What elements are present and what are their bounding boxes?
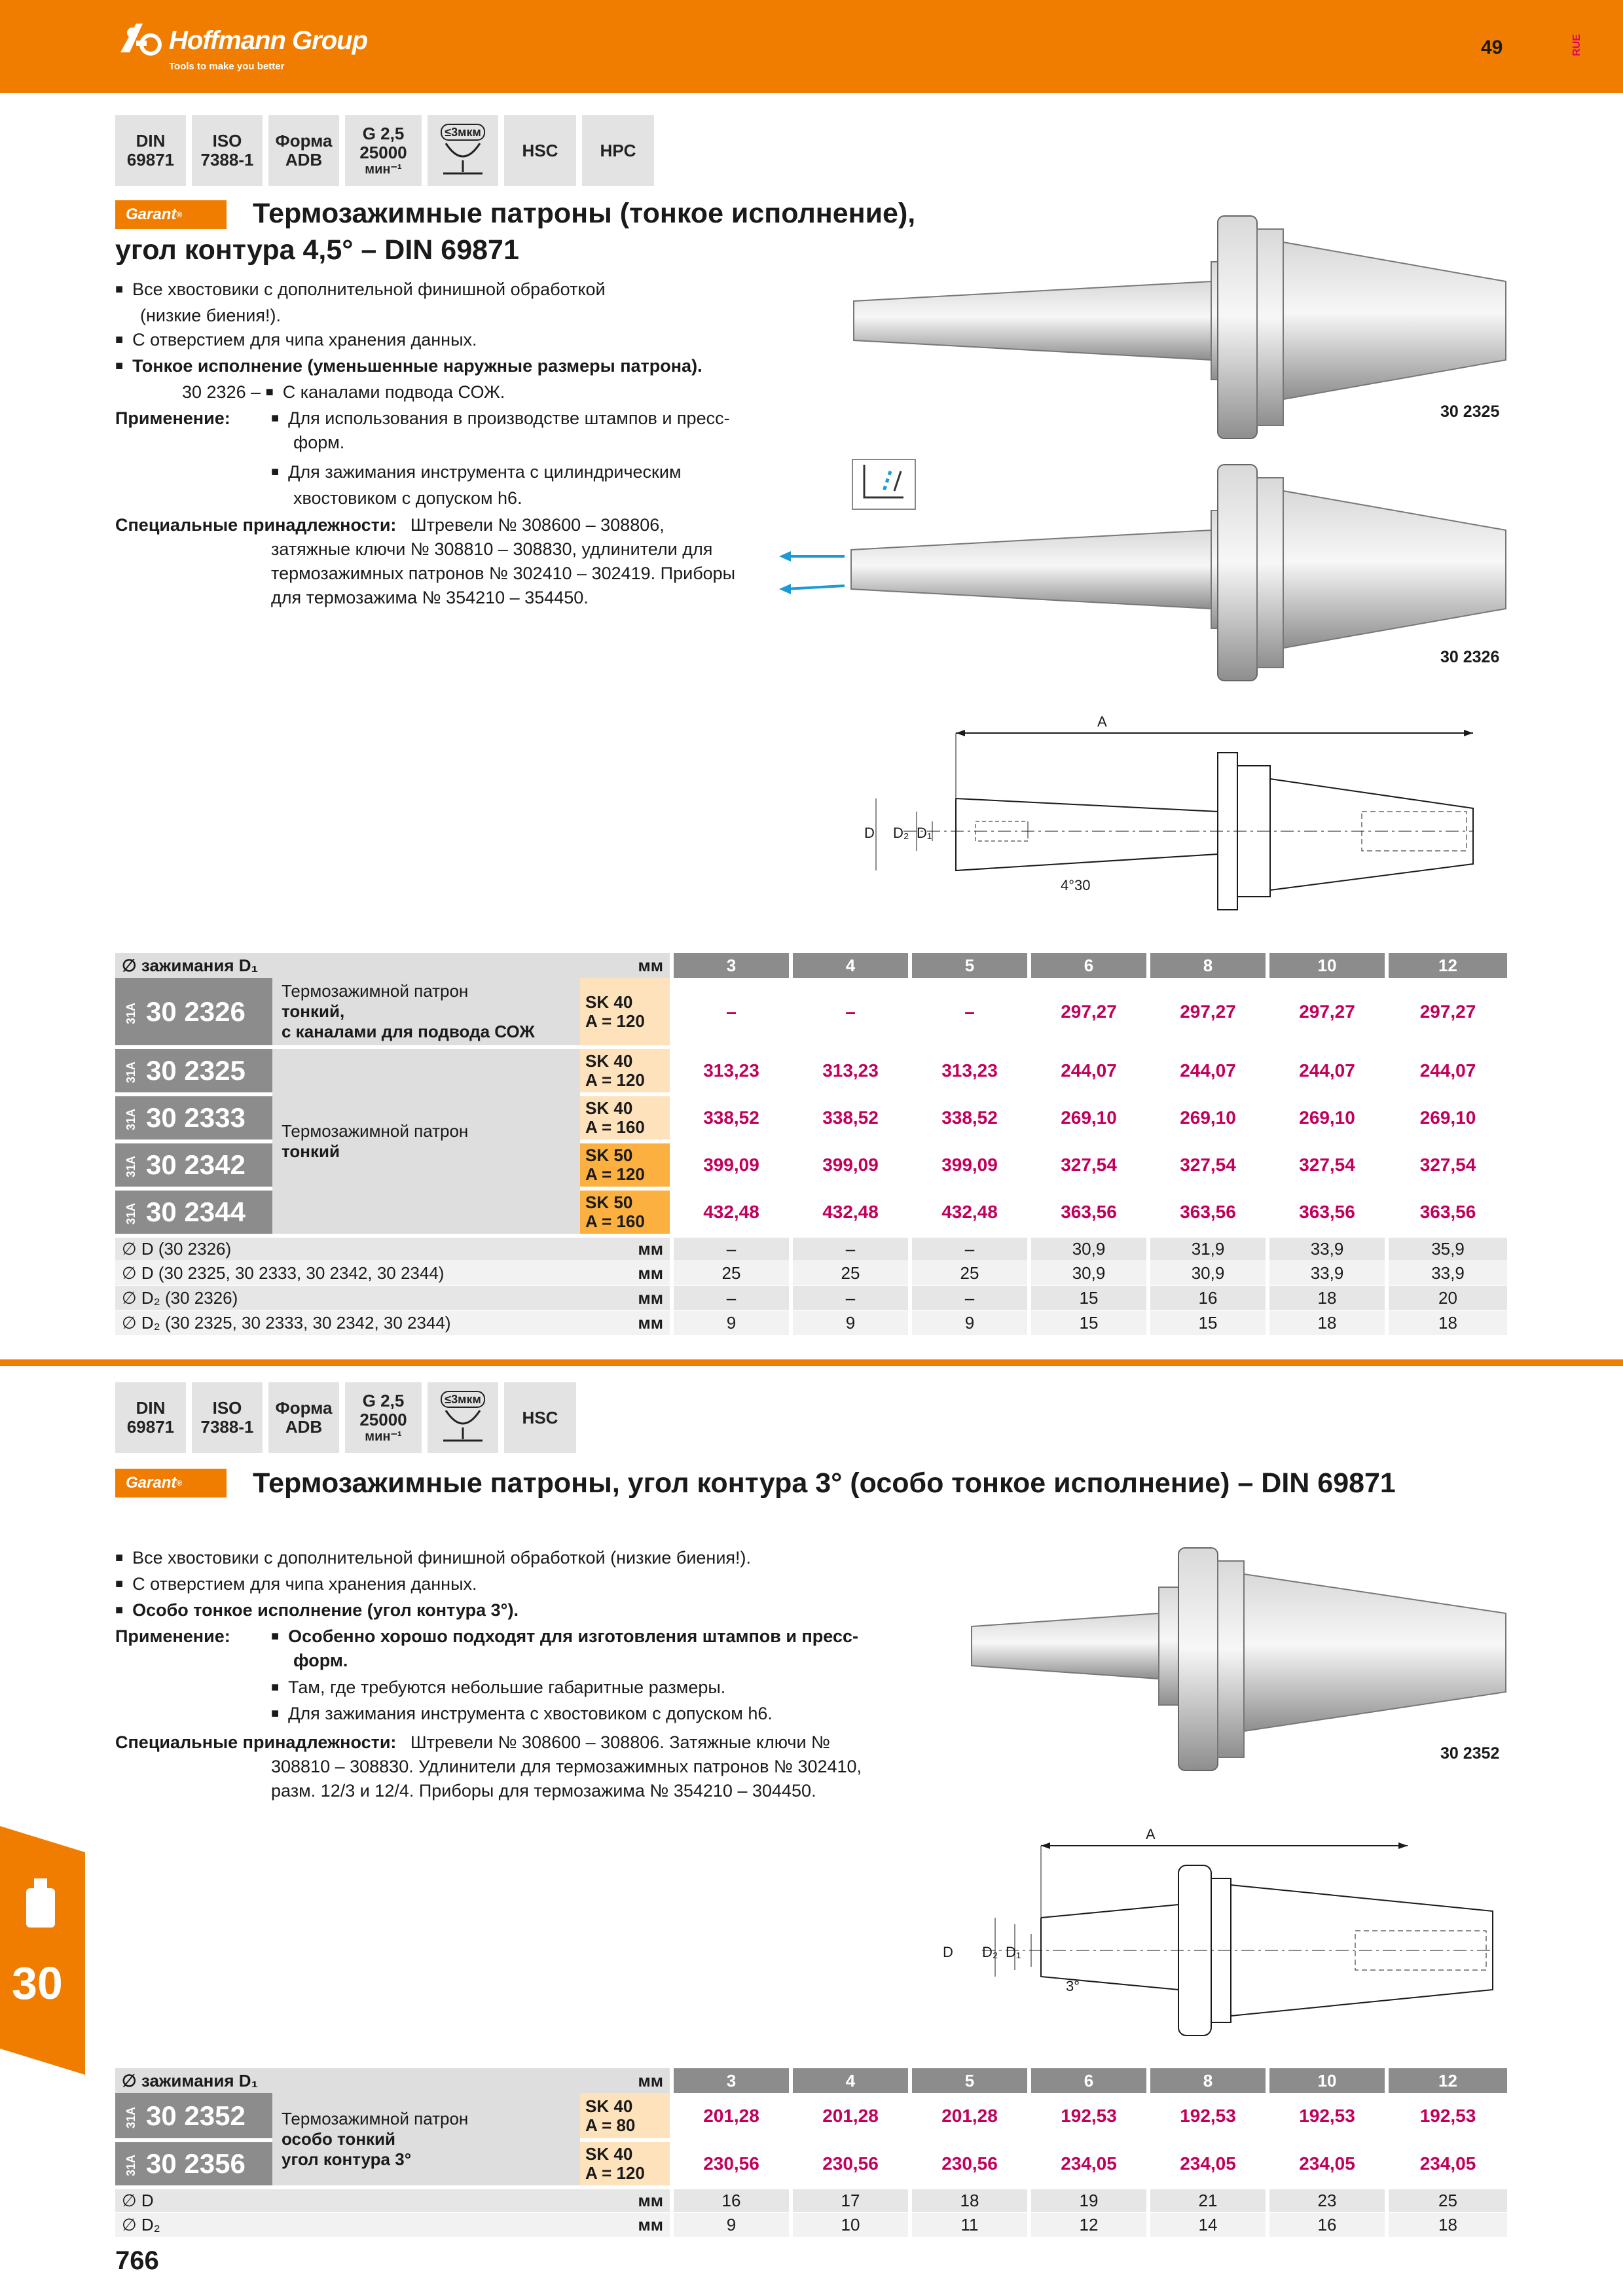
price-cell: 363,56 (1029, 1189, 1148, 1236)
accessories-text: затяжные ключи № 308810 – 308830, удлинители для (271, 539, 713, 559)
hsc-badge: HSC (504, 1382, 576, 1453)
feature-bullet-cont: (низкие биения!). (140, 306, 281, 325)
price-cell: 201,28 (910, 2093, 1029, 2140)
price-cell: 230,56 (910, 2140, 1029, 2187)
runout-badge: ≤3мкм (428, 115, 498, 186)
dimension-value: 16 (672, 2187, 791, 2212)
unit-label: мм (580, 1310, 672, 1335)
price-cell: 234,05 (1267, 2140, 1387, 2187)
dim-angle-label: 3° (1066, 1978, 1080, 1994)
dimension-value: 9 (910, 1310, 1029, 1335)
din-badge: DIN 69871 (115, 115, 186, 186)
col-header: 3 (672, 953, 791, 978)
unit-label: мм (580, 2068, 672, 2093)
price-cell: 327,54 (1029, 1141, 1148, 1189)
clamp-diameter-label: ∅ зажимания D₁ (115, 953, 580, 978)
price-cell: 201,28 (672, 2093, 791, 2140)
dimension-value: 18 (1267, 1310, 1387, 1335)
accessories-text: Штревели № 308600 – 308806. Затяжные ключи № (410, 1732, 831, 1752)
product-description: Термозажимной патрон особо тонкий угол контура 3° (272, 2093, 580, 2187)
taper-size: SK 40 A = 120 (580, 1047, 672, 1094)
price-cell: 244,07 (1029, 1047, 1148, 1094)
application-label: Применение: (115, 408, 230, 428)
dimension-row (115, 1236, 1507, 1261)
dimension-value: 15 (1148, 1310, 1267, 1335)
dimension-value: – (791, 1236, 910, 1261)
dim-angle-label: 4°30 (1061, 877, 1091, 893)
price-cell: 432,48 (791, 1189, 910, 1236)
table-row[interactable] (115, 2093, 1507, 2140)
feature-bullet: ■ Все хвостовики с дополнительной финишной обработкой (низкие биения!). (115, 1546, 927, 1572)
note-text: ■ С каналами подвода СОЖ. (266, 382, 505, 402)
price-cell: 192,53 (1148, 2093, 1267, 2140)
dimension-value: 33,9 (1267, 1236, 1387, 1261)
price-cell: 363,56 (1387, 1189, 1507, 1236)
col-header: 4 (791, 2068, 910, 2093)
taper-size: SK 40 A = 80 (580, 2093, 672, 2140)
din-badge: DIN 69871 (115, 1382, 186, 1453)
unit-label: мм (580, 1236, 672, 1261)
dimension-row (115, 1285, 1507, 1310)
table-row[interactable] (115, 978, 1507, 1047)
runout-icon (437, 141, 489, 177)
unit-label: мм (580, 2187, 672, 2212)
article-number[interactable]: 31A 30 2326 (115, 978, 272, 1047)
table-row[interactable] (115, 1047, 1507, 1094)
col-header: 6 (1029, 2068, 1148, 2093)
price-cell: 399,09 (672, 1141, 791, 1189)
feature-bullet: ■ С отверстием для чипа хранения данных. (115, 328, 809, 354)
section1-title: Термозажимные патроны (тонкое исполнение), (253, 198, 916, 229)
col-header: 12 (1387, 2068, 1507, 2093)
dimension-value: – (791, 1285, 910, 1310)
col-header: 5 (910, 953, 1029, 978)
col-header: 12 (1387, 953, 1507, 978)
application-item: ■ Особенно хорошо подходят для изготовления штампов и пресс- (271, 1624, 858, 1651)
product-description: Термозажимной патрон тонкий (272, 1047, 580, 1236)
clamp-diameter-label: ∅ зажимания D₁ (115, 2068, 580, 2093)
dimension-row (115, 2212, 1507, 2237)
article-number[interactable]: 31A 30 2344 (115, 1189, 272, 1236)
unit-label: мм (580, 2212, 672, 2237)
brand-name: Hoffmann Group (169, 26, 368, 55)
article-number[interactable]: 31A 30 2342 (115, 1141, 272, 1189)
price-cell: 234,05 (1387, 2140, 1507, 2187)
feature-bullet: ■ Все хвостовики с дополнительной финишной обработкой (115, 278, 809, 304)
garant-logo: Garant ® (115, 200, 227, 229)
taper-size: SK 50 A = 120 (580, 1141, 672, 1189)
dimension-value: 11 (910, 2212, 1029, 2237)
dimension-value: 35,9 (1387, 1236, 1507, 1261)
dimension-value: 19 (1029, 2187, 1148, 2212)
dimension-value: 31,9 (1148, 1236, 1267, 1261)
application-item: ■ Для зажимания инструмента с хвостовиком с допуском h6. (115, 1702, 927, 1728)
dim-d-label: D (864, 825, 875, 841)
dimension-value: 33,9 (1387, 1261, 1507, 1285)
table-header (115, 953, 1507, 978)
dimension-value: 25 (910, 1261, 1029, 1285)
feature-bullet: ■ Тонкое исполнение (уменьшенные наружные размеры патрона). (115, 354, 809, 380)
price-cell: 399,09 (791, 1141, 910, 1189)
col-header: 10 (1267, 2068, 1387, 2093)
price-cell: 297,27 (1148, 978, 1267, 1047)
dimension-value: 9 (672, 2212, 791, 2237)
dimension-value: 10 (791, 2212, 910, 2237)
price-cell: 327,54 (1267, 1141, 1387, 1189)
dimension-value: 15 (1029, 1285, 1148, 1310)
article-number[interactable]: 31A 30 2333 (115, 1094, 272, 1141)
taper-size: SK 40 A = 120 (580, 2140, 672, 2187)
dimension-value: – (672, 1285, 791, 1310)
section-page-number: 49 (1481, 37, 1503, 58)
section2-description (115, 1546, 927, 1803)
price-cell: 192,53 (1267, 2093, 1387, 2140)
price-cell: 432,48 (910, 1189, 1029, 1236)
price-cell: 297,27 (1267, 978, 1387, 1047)
price-cell: 269,10 (1267, 1094, 1387, 1141)
feature-bullet: ■ С отверстием для чипа хранения данных. (115, 1572, 927, 1598)
price-cell: 327,54 (1387, 1141, 1507, 1189)
form-badge: Форма ADB (268, 115, 339, 186)
dimension-value: 25 (791, 1261, 910, 1285)
taper-size: SK 40 A = 160 (580, 1094, 672, 1141)
price-cell: 230,56 (672, 2140, 791, 2187)
dimension-value: 21 (1148, 2187, 1267, 2212)
col-header: 3 (672, 2068, 791, 2093)
unit-label: мм (580, 953, 672, 978)
price-cell: 363,56 (1267, 1189, 1387, 1236)
price-cell: 313,23 (910, 1047, 1029, 1094)
price-cell: 432,48 (672, 1189, 791, 1236)
section1-description (115, 278, 809, 610)
hoffmann-logo-icon (117, 18, 172, 58)
runout-icon (437, 1408, 489, 1444)
dimension-value: 16 (1267, 2212, 1387, 2237)
dimension-row (115, 2187, 1507, 2212)
product-image-302325 (845, 203, 1532, 452)
dimension-value: 25 (1387, 2187, 1507, 2212)
spec-badges (115, 115, 654, 186)
dimension-value: 25 (672, 1261, 791, 1285)
price-cell: 234,05 (1029, 2140, 1148, 2187)
page-number: 766 (115, 2246, 159, 2275)
hsc-badge: HSC (504, 115, 576, 186)
accessories-text: термозажимных патронов № 302410 – 302419. Приборы (271, 564, 736, 583)
col-header: 6 (1029, 953, 1148, 978)
price-cell: 201,28 (791, 2093, 910, 2140)
dim-a-label: A (1146, 1826, 1156, 1842)
dimension-value: – (910, 1285, 1029, 1310)
dimension-label: ∅ D₂ (30 2325, 30 2333, 30 2342, 30 2344) (115, 1310, 580, 1335)
application-item-cont: форм. (293, 433, 345, 452)
dim-d1-label: D₁ (917, 825, 932, 841)
section1-title-line2: угол контура 4,5° – DIN 69871 (115, 234, 519, 266)
image-code: 30 2326 (1440, 648, 1500, 666)
price-cell: – (910, 978, 1029, 1047)
accessories-text: для термозажима № 354210 – 354450. (271, 588, 589, 607)
dim-d1-label: D₁ (1006, 1944, 1021, 1960)
tool-holder-icon (26, 1888, 55, 1928)
brand-tagline: Tools to make you better (169, 61, 285, 72)
accessories-label: Специальные принадлежности: (115, 1732, 397, 1752)
price-cell: 338,52 (672, 1094, 791, 1141)
application-item-cont: хвостовиком с допуском h6. (293, 488, 522, 508)
language-code: RUE (1571, 34, 1582, 56)
article-number[interactable]: 31A 30 2325 (115, 1047, 272, 1094)
taper-size: SK 50 A = 160 (580, 1189, 672, 1236)
dimension-drawing-1 (864, 713, 1506, 923)
garant-logo: Garant ® (115, 1469, 227, 1498)
application-item-cont: форм. (293, 1651, 348, 1670)
application-item: ■ Там, где требуются небольшие габаритные размеры. (115, 1676, 927, 1702)
price-cell: 244,07 (1267, 1047, 1387, 1094)
dimension-value: 30,9 (1029, 1236, 1148, 1261)
price-table-1 (115, 953, 1507, 1336)
dimension-value: 18 (1387, 2212, 1507, 2237)
col-header: 5 (910, 2068, 1029, 2093)
dimension-value: 15 (1029, 1310, 1148, 1335)
price-cell: 313,23 (672, 1047, 791, 1094)
price-cell: 234,05 (1148, 2140, 1267, 2187)
dimension-row (115, 1261, 1507, 1285)
dimension-value: 30,9 (1029, 1261, 1148, 1285)
product-image-302326 (779, 458, 1532, 687)
price-cell: 192,53 (1387, 2093, 1507, 2140)
dimension-value: 33,9 (1267, 1261, 1387, 1285)
col-header: 8 (1148, 2068, 1267, 2093)
dimension-value: – (910, 1236, 1029, 1261)
price-cell: 244,07 (1387, 1047, 1507, 1094)
image-code: 30 2325 (1440, 403, 1500, 421)
balance-badge: G 2,5 25000 мин⁻¹ (345, 1382, 422, 1453)
dimension-value: 23 (1267, 2187, 1387, 2212)
price-cell: 192,53 (1029, 2093, 1148, 2140)
iso-badge: ISO 7388-1 (192, 115, 263, 186)
accessories-label: Специальные принадлежности: (115, 515, 397, 535)
dimension-value: 30,9 (1148, 1261, 1267, 1285)
dimension-row (115, 1310, 1507, 1335)
hpc-badge: HPC (582, 115, 654, 186)
price-cell: 399,09 (910, 1141, 1029, 1189)
col-header: 8 (1148, 953, 1267, 978)
price-cell: 338,52 (910, 1094, 1029, 1141)
form-badge: Форма ADB (268, 1382, 339, 1453)
price-cell: 338,52 (791, 1094, 910, 1141)
col-header: 10 (1267, 953, 1387, 978)
iso-badge: ISO 7388-1 (192, 1382, 263, 1453)
feature-bullet: ■ Особо тонкое исполнение (угол контура 3°). (115, 1598, 927, 1624)
dimension-value: 9 (672, 1310, 791, 1335)
dimension-value: 18 (1267, 1285, 1387, 1310)
product-image-302352 (962, 1541, 1512, 1790)
accessories-text: разм. 12/3 и 12/4. Приборы для термозажима № 354210 – 304450. (271, 1781, 816, 1801)
image-code: 30 2352 (1440, 1744, 1500, 1763)
unit-label: мм (580, 1285, 672, 1310)
price-cell: 269,10 (1029, 1094, 1148, 1141)
accessories-text: 308810 – 308830. Удлинители для термозажимных патронов № 302410, (271, 1757, 862, 1776)
price-cell: 269,10 (1148, 1094, 1267, 1141)
price-cell: 297,27 (1387, 978, 1507, 1047)
price-cell: 230,56 (791, 2140, 910, 2187)
section-divider (0, 1359, 1623, 1366)
dimension-value: 20 (1387, 1285, 1507, 1310)
dimension-label: ∅ D₂ (30 2326) (115, 1285, 580, 1310)
dimension-value: 14 (1148, 2212, 1267, 2237)
chapter-number: 30 (12, 1958, 63, 2009)
application-item: ■ Для зажимания инструмента с цилиндрическим (115, 460, 809, 486)
dimension-value: – (672, 1236, 791, 1261)
spec-badges (115, 1382, 576, 1453)
dimension-value: 16 (1148, 1285, 1267, 1310)
dim-d2-label: D₂ (893, 825, 909, 841)
section2-title: Термозажимные патроны, угол контура 3° (особо тонкое исполнение) – DIN 69871 (253, 1467, 1396, 1499)
dim-d2-label: D₂ (982, 1944, 998, 1960)
table-header (115, 2068, 1507, 2093)
article-number[interactable]: 31A 30 2352 (115, 2093, 272, 2140)
price-cell: 363,56 (1148, 1189, 1267, 1236)
price-cell: 269,10 (1387, 1094, 1507, 1141)
article-number[interactable]: 31A 30 2356 (115, 2140, 272, 2187)
runout-badge: ≤3мкм (428, 1382, 498, 1453)
dimension-value: 17 (791, 2187, 910, 2212)
dimension-label: ∅ D₂ (115, 2212, 580, 2237)
dimension-label: ∅ D (30 2325, 30 2333, 30 2342, 30 2344) (115, 1261, 580, 1285)
balance-badge: G 2,5 25000 мин⁻¹ (345, 115, 422, 186)
dimension-label: ∅ D (30 2326) (115, 1236, 580, 1261)
chapter-tab[interactable] (0, 1826, 85, 2075)
dimension-drawing-2 (930, 1820, 1506, 2049)
product-description: Термозажимной патрон тонкий, с каналами для подвода СОЖ (272, 978, 580, 1047)
note-code: 30 2326 – (182, 382, 261, 402)
taper-size: SK 40 A = 120 (580, 978, 672, 1047)
dim-a-label: A (1097, 713, 1107, 730)
price-cell: 244,07 (1148, 1047, 1267, 1094)
price-cell: 313,23 (791, 1047, 910, 1094)
dimension-label: ∅ D (115, 2187, 580, 2212)
dimension-value: 9 (791, 1310, 910, 1335)
price-cell: 297,27 (1029, 978, 1148, 1047)
application-item: ■ Для использования в производстве штампов и пресс- (271, 406, 730, 433)
dimension-value: 12 (1029, 2212, 1148, 2237)
dimension-value: 18 (910, 2187, 1029, 2212)
dimension-value: 18 (1387, 1310, 1507, 1335)
application-label: Применение: (115, 1626, 230, 1646)
accessories-text: Штревели № 308600 – 308806, (410, 515, 665, 535)
dim-d-label: D (943, 1944, 953, 1960)
unit-label: мм (580, 1261, 672, 1285)
price-cell: – (672, 978, 791, 1047)
col-header: 4 (791, 953, 910, 978)
price-cell: 327,54 (1148, 1141, 1267, 1189)
price-table-2 (115, 2068, 1507, 2238)
price-cell: – (791, 978, 910, 1047)
